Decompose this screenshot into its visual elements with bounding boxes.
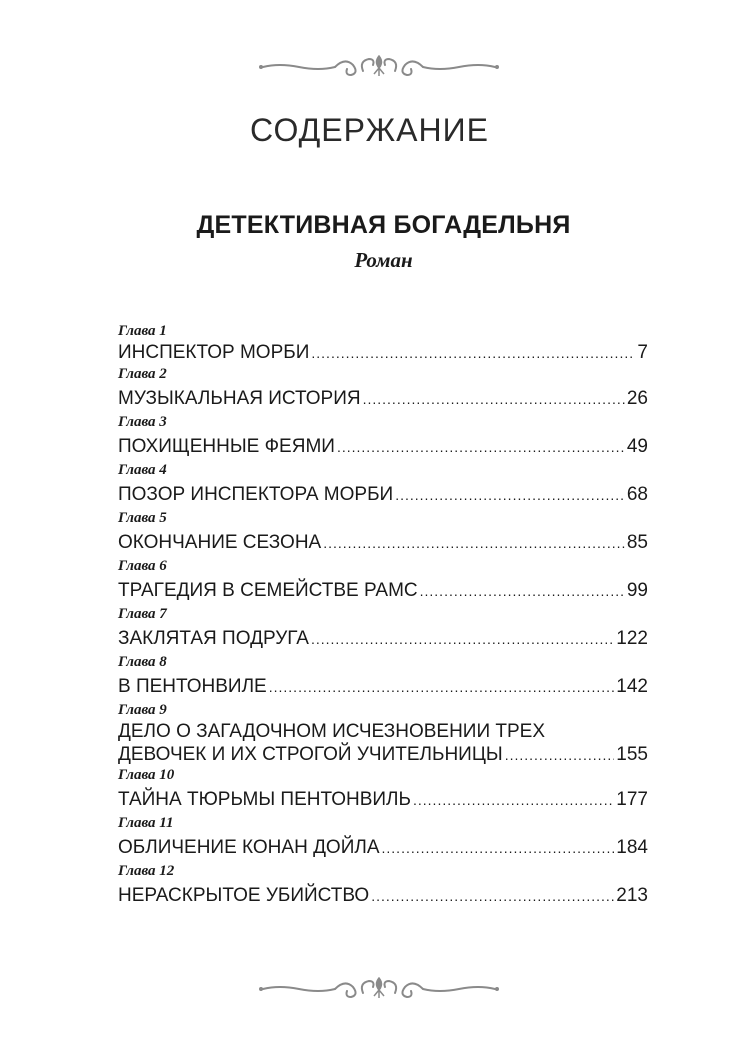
chapter-label: Глава 9 — [118, 702, 167, 718]
toc-entry[interactable] — [118, 814, 648, 862]
dot-leader — [337, 432, 625, 462]
toc-entry[interactable] — [118, 862, 648, 910]
dot-leader — [311, 624, 614, 654]
dot-leader — [371, 881, 614, 911]
dot-leader — [363, 384, 625, 414]
page-number: 155 — [616, 744, 648, 765]
contents-heading: СОДЕРЖАНИЕ — [250, 112, 489, 148]
toc-row — [118, 672, 648, 701]
toc-row — [118, 624, 648, 653]
dot-leader — [382, 833, 615, 863]
toc-row — [118, 384, 648, 413]
page-number: 7 — [637, 342, 648, 363]
dot-leader — [413, 785, 614, 815]
page-number: 49 — [626, 436, 648, 457]
toc-entry[interactable] — [118, 365, 648, 413]
chapter-label: Глава 12 — [118, 863, 175, 879]
page-number: 184 — [616, 837, 648, 858]
toc-entry[interactable] — [118, 413, 648, 461]
dot-leader — [420, 576, 625, 606]
toc-row — [118, 576, 648, 605]
book-title: ДЕТЕКТИВНАЯ БОГАДЕЛЬНЯ — [196, 211, 571, 239]
dot-leader — [311, 341, 635, 365]
toc-row — [118, 881, 648, 910]
toc-row — [118, 480, 648, 509]
chapter-label: Глава 10 — [118, 767, 175, 783]
toc-entry[interactable] — [118, 461, 648, 509]
chapter-title: НЕРАСКРЫТОЕ УБИЙСТВО — [118, 885, 370, 906]
chapter-title: ТРАГЕДИЯ В СЕМЕЙСТВЕ РАМС — [118, 580, 418, 601]
chapter-title: ПОЗОР ИНСПЕКТОРА МОРБИ — [118, 484, 394, 505]
chapter-label: Глава 4 — [118, 462, 167, 478]
page-number: 142 — [616, 676, 648, 697]
chapter-label: Глава 2 — [118, 366, 167, 382]
chapter-label: Глава 3 — [118, 414, 167, 430]
top-ornament — [259, 53, 499, 81]
toc-row — [118, 528, 648, 557]
chapter-title: ЗАКЛЯТАЯ ПОДРУГА — [118, 628, 309, 649]
toc-entry[interactable] — [118, 701, 648, 766]
chapter-title: ДЕВОЧЕК И ИХ СТРОГОЙ УЧИТЕЛЬНИЦЫ — [118, 744, 503, 765]
page-number: 26 — [626, 388, 648, 409]
dot-leader — [505, 744, 615, 766]
chapter-label: Глава 8 — [118, 654, 167, 670]
chapter-label: Глава 6 — [118, 558, 167, 574]
page-number: 85 — [626, 532, 648, 553]
chapter-title: МУЗЫКАЛЬНАЯ ИСТОРИЯ — [118, 388, 361, 409]
dot-leader — [323, 528, 625, 558]
toc-entry[interactable] — [118, 509, 648, 557]
toc-row — [118, 785, 648, 814]
page-number: 122 — [616, 628, 648, 649]
dot-leader — [269, 672, 615, 702]
toc-entry[interactable] — [118, 605, 648, 653]
table-of-contents — [118, 322, 648, 910]
page-number: 99 — [626, 580, 648, 601]
page-number: 213 — [616, 885, 648, 906]
toc-entry[interactable] — [118, 322, 648, 365]
chapter-title: ИНСПЕКТОР МОРБИ — [118, 342, 310, 363]
dot-leader — [395, 480, 625, 510]
toc-entry[interactable] — [118, 766, 648, 814]
bottom-ornament — [259, 975, 499, 1003]
page-number: 177 — [616, 789, 648, 810]
chapter-label: Глава 5 — [118, 510, 167, 526]
toc-row-line1 — [118, 720, 648, 744]
chapter-label: Глава 1 — [118, 323, 167, 339]
chapter-title: ПОХИЩЕННЫЕ ФЕЯМИ — [118, 436, 335, 457]
page-number: 68 — [626, 484, 648, 505]
chapter-title: ТАЙНА ТЮРЬМЫ ПЕНТОНВИЛЬ — [118, 789, 411, 810]
book-subtitle: Роман — [354, 248, 413, 272]
chapter-label: Глава 11 — [118, 815, 174, 831]
toc-row — [118, 744, 648, 766]
toc-row — [118, 341, 648, 365]
toc-row — [118, 432, 648, 461]
toc-row — [118, 833, 648, 862]
chapter-title: ОБЛИЧЕНИЕ КОНАН ДОЙЛА — [118, 837, 380, 858]
chapter-title-line1: ДЕЛО О ЗАГАДОЧНОМ ИСЧЕЗНОВЕНИИ ТРЕХ — [118, 721, 546, 742]
chapter-title: В ПЕНТОНВИЛЕ — [118, 676, 267, 697]
toc-entry[interactable] — [118, 557, 648, 605]
toc-entry[interactable] — [118, 653, 648, 701]
chapter-title: ОКОНЧАНИЕ СЕЗОНА — [118, 532, 322, 553]
chapter-label: Глава 7 — [118, 606, 167, 622]
